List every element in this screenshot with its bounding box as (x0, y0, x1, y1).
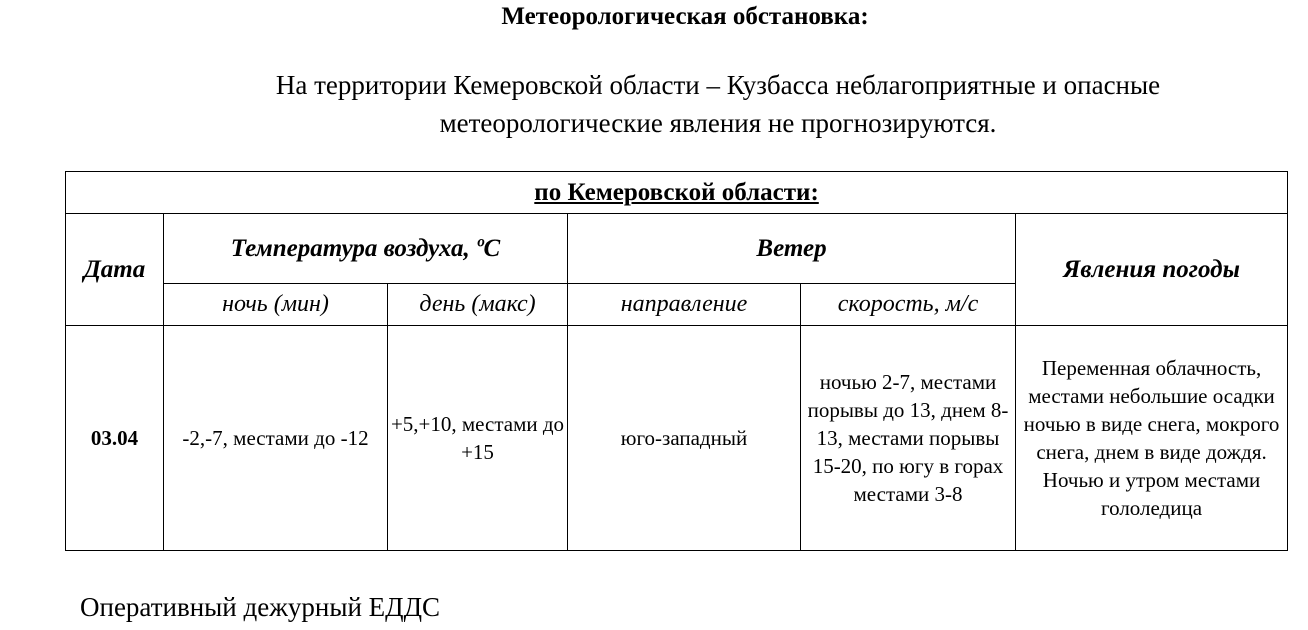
table-header-row (66, 214, 1288, 284)
cell-phenomena: Переменная облачность, местами небольшие осадки ночью в виде снега, мокрого снега, днем в виде дождя. Ночью и утром местами гололедица (1016, 326, 1288, 551)
table-region-row (66, 172, 1288, 214)
header-date: Дата (66, 214, 164, 326)
table-row (66, 326, 1288, 551)
region-title: по Кемеровской области: (534, 178, 819, 206)
cell-wind-direction: юго-западный (568, 326, 801, 551)
header-night: ночь (мин) (164, 284, 388, 326)
cell-day-temp: +5,+10, местами до +15 (388, 326, 568, 551)
weather-table (65, 171, 1288, 551)
header-wind: Ветер (568, 214, 1016, 284)
header-temperature: Температура воздуха, ºС (164, 214, 568, 284)
header-day: день (макс) (388, 284, 568, 326)
header-phenomena: Явления погоды (1016, 214, 1288, 326)
forecast-text (200, 66, 1236, 142)
header-speed: скорость, м/с (801, 284, 1016, 326)
cell-night-temp: -2,-7, местами до -12 (164, 326, 388, 551)
cell-date: 03.04 (66, 326, 164, 551)
header-direction: направление (568, 284, 801, 326)
cell-wind-speed: ночью 2-7, местами порывы до 13, днем 8-13, местами порывы 15-20, по югу в горах местами 3-8 (801, 326, 1016, 551)
forecast-line-2: метеорологические явления не прогнозируются. (439, 108, 997, 138)
document-title: Метеорологическая обстановка: (501, 3, 869, 30)
signature-text: Оперативный дежурный ЕДДС (80, 592, 441, 622)
forecast-line-1: На территории Кемеровской области – Кузбасса неблагоприятные и опасные (275, 70, 1161, 100)
region-title-cell (66, 172, 1288, 214)
